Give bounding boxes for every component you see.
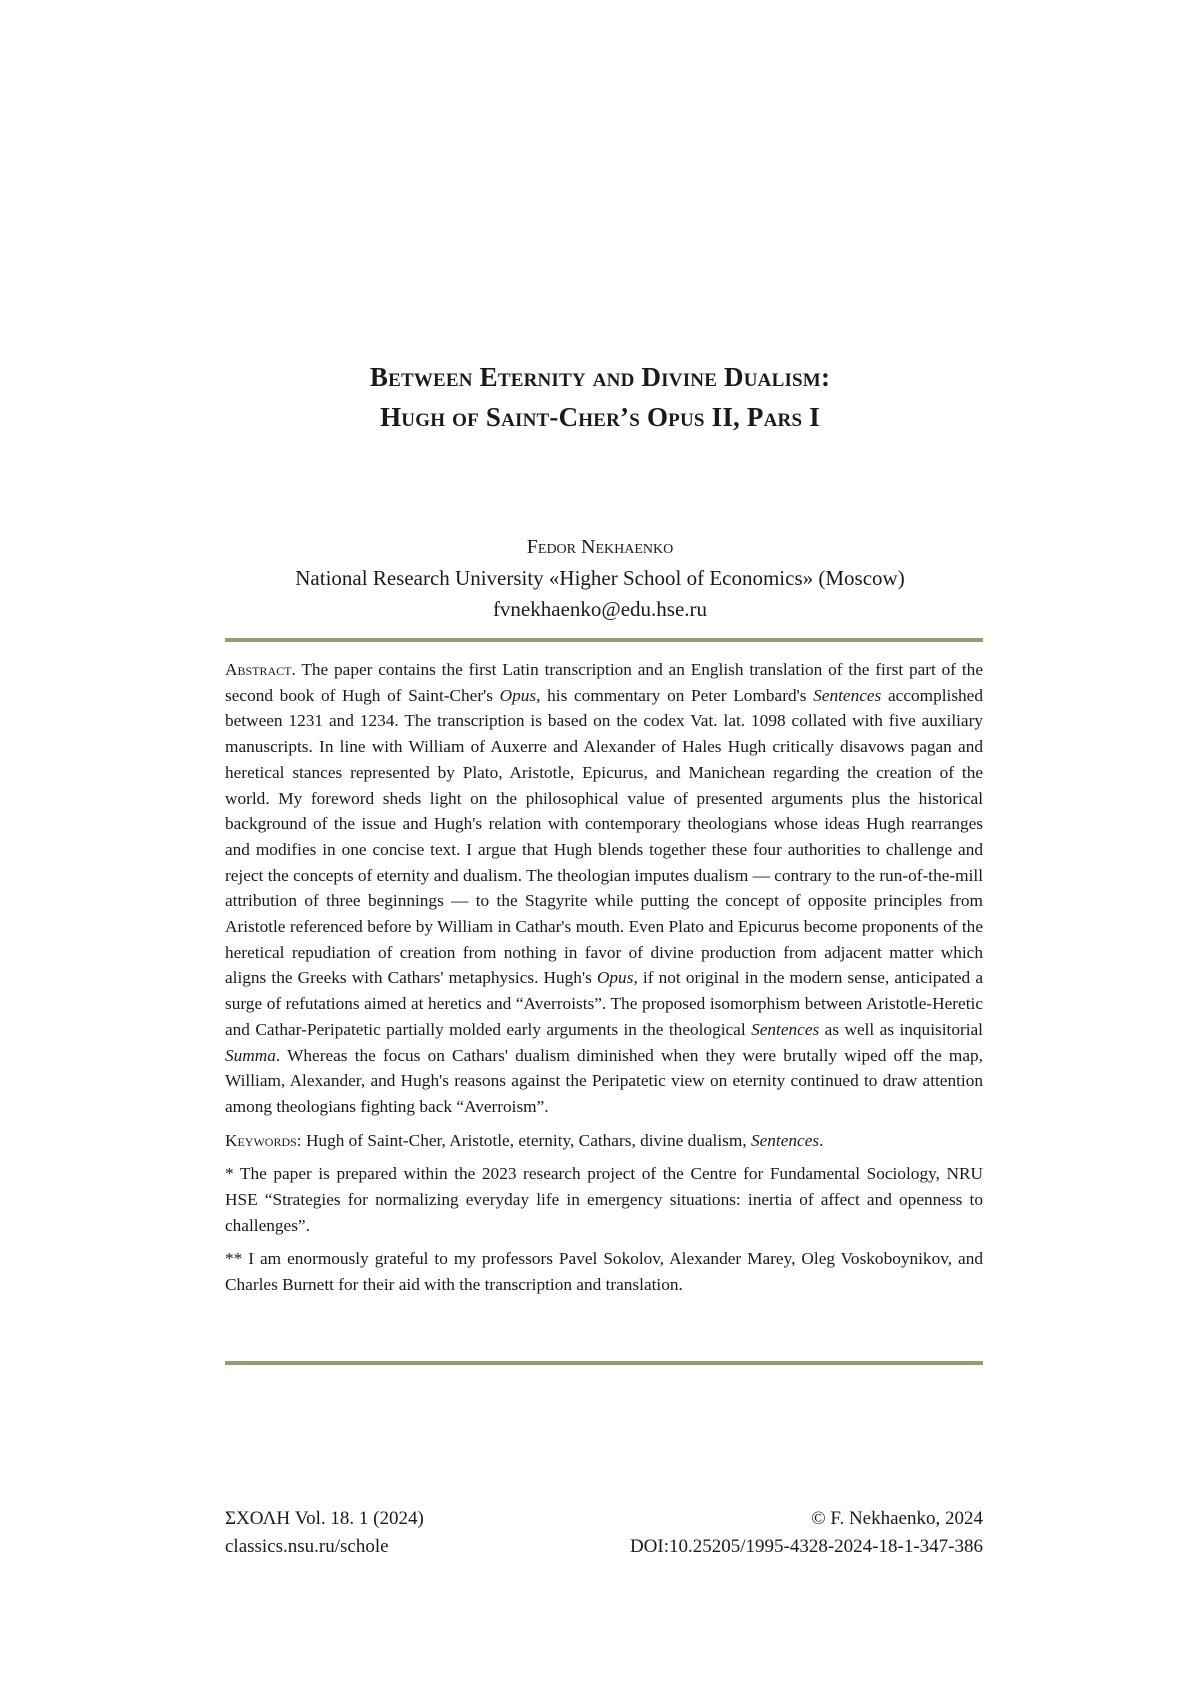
abstract-opus-2: Opus — [597, 968, 634, 987]
keywords-label: Keywords: — [225, 1131, 302, 1150]
abstract-text-3: accomplished between 1231 and 1234. The transcription is based on the codex Vat. lat. 1098 collated with five auxiliary manuscripts. In line with William of Auxerre and Alexander of Hales Hugh crit­ically disavows pagan and heretical stances represented by Plato, Aristotle, Epicurus, and Mani­chean regarding the creation of the world. My foreword sheds light on the philosophical value of presented arguments plus the historical background of the issue and Hugh's relation with contem­porary theologians whose ideas Hugh rearranges and modifies in one concise text. I argue that Hugh blends together these four authorities to challenge and reject the concepts of eternity and dualism. The theologian imputes dualism — contrary to the run-of-the-mill attribution of three beginnings — to the Stagyrite while putting the concept of opposite principles from Aristotle ref­erenced before by William in Cathar's mouth. Even Plato and Epicurus become proponents of the heretical repudiation of creation from nothing in favor of divine production from adjacent matter which aligns the Greeks with Cathars' metaphysics. Hugh's — [225, 686, 983, 988]
keywords-paragraph — [225, 1128, 983, 1154]
paper-page — [0, 0, 1200, 1697]
keywords-text: Hugh of Saint-Cher, Aristotle, eternity, Cathars, divine dualism, — [302, 1131, 751, 1150]
abstract-label: Abstract. — [225, 660, 296, 679]
journal-citation: ΣΧΟΛΗ Vol. 18. 1 (2024) — [225, 1505, 424, 1533]
abstract-section — [225, 657, 983, 1306]
abstract-text-6: . Whereas the focus on Cathars' dualism dimin­ished when they were brutally wiped off the map, William, Alexander, and Hugh's reasons against the Peripatetic view on eternity continued to draw attention among theologians fighting back “Av­erroism”. — [225, 1046, 983, 1116]
abstract-sentences-2: Sentences — [751, 1020, 819, 1039]
paper-title — [0, 357, 1200, 437]
footnote-1: * The paper is prepared within the 2023 research project of the Centre for Fundamental Sociology, NRU HSE “Strategies for normalizing everyday life in emergency situations: inertia of affect and openness to challenges”. — [225, 1161, 983, 1238]
title-line-2 — [0, 397, 1200, 437]
abstract-paragraph — [225, 657, 983, 1120]
title-line-2-italic: Opus — [647, 402, 705, 432]
abstract-text-2: , his commentary on Peter Lombard's — [536, 686, 813, 705]
keywords-end: . — [819, 1131, 823, 1150]
author-block — [0, 532, 1200, 625]
journal-site[interactable]: classics.nsu.ru/schole — [225, 1533, 424, 1561]
abstract-sentences-1: Sentences — [813, 686, 881, 705]
abstract-opus-1: Opus — [500, 686, 537, 705]
footer-right — [630, 1505, 983, 1561]
abstract-text-5: as well as inquisitorial — [819, 1020, 983, 1039]
abstract-summa: Summa — [225, 1046, 276, 1065]
top-divider — [225, 638, 983, 642]
author-email[interactable]: fvnekhaenko@edu.hse.ru — [0, 594, 1200, 625]
title-line-1: Between Eternity and Divine Dualism: — [0, 357, 1200, 397]
footer-left — [225, 1505, 424, 1561]
abstract-text-4: , if not original in the modern sense, anticipated a surge of refutations aimed at heretics and “Averroists”. The proposed isomor­phism between Aristotle-Heretic and Cathar-Peripatetic partially molded early arguments in the theological — [225, 968, 983, 1038]
title-line-2-prefix: Hugh of Saint-Cher’s — [380, 402, 647, 432]
author-affiliation: National Research University «Higher School of Economics» (Moscow) — [0, 563, 1200, 594]
footnote-2: ** I am enormously grateful to my professors Pavel Sokolov, Alexander Marey, Oleg Voskoboynikov, and Charles Burnett for their aid with the transcription and translation. — [225, 1246, 983, 1297]
title-line-2-suffix: II, Pars I — [705, 402, 820, 432]
bottom-divider — [225, 1361, 983, 1365]
keywords-italic: Sentences — [751, 1131, 819, 1150]
abstract-text-1: The paper contains the first Latin transcription and an English translation of the first part of the second book of Hugh of Saint-Cher's — [225, 660, 983, 705]
copyright-notice: © F. Nekhaenko, 2024 — [630, 1505, 983, 1533]
author-name: Fedor Nekhaenko — [0, 532, 1200, 563]
doi[interactable]: DOI:10.25205/1995-4328-2024-18-1-347-386 — [630, 1533, 983, 1561]
